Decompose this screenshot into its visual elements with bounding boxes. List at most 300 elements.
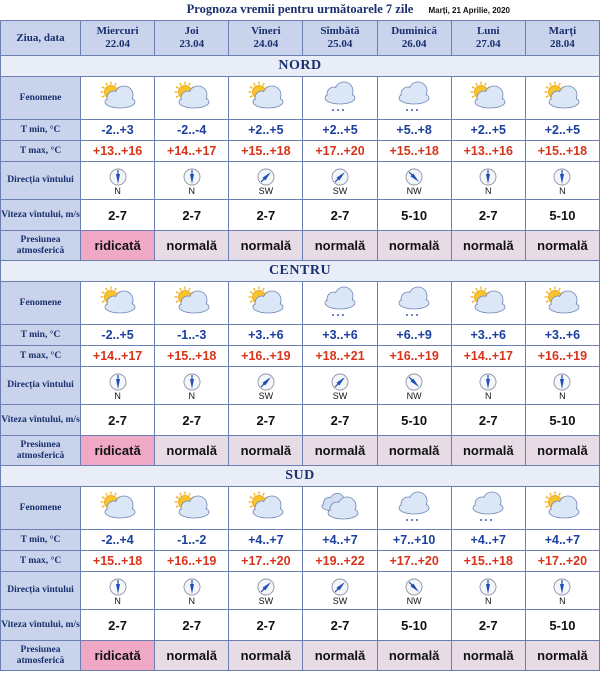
partly-cloudy-icon	[167, 490, 217, 526]
phenomena-label-cell	[1, 77, 81, 120]
day-name: Miercuri	[96, 25, 139, 37]
phenomena-cell	[81, 282, 155, 325]
tmin-value: +3..+6	[470, 328, 506, 342]
tmax-cell	[377, 551, 451, 572]
wind-direction-value: NW	[406, 390, 422, 401]
phenomena-cell	[81, 77, 155, 120]
wind-direction-value: NW	[406, 185, 422, 196]
tmax-cell	[229, 346, 303, 367]
phenomena-cell	[377, 487, 451, 530]
pressure-value: ridicată	[94, 238, 141, 253]
wind-direction-cell	[525, 367, 599, 405]
phenomena-label: Fenomene	[19, 502, 62, 513]
wind-speed-value: 5-10	[549, 412, 576, 428]
wind-direction-value: N	[559, 390, 566, 401]
day-header-row	[1, 21, 600, 56]
wind-compass-icon	[183, 373, 201, 391]
tmin-value: -2..-4	[177, 123, 207, 137]
wind-speed-cell	[377, 200, 451, 231]
tmin-value: +2..+5	[322, 123, 358, 137]
pressure-row	[1, 231, 600, 261]
phenomena-label-cell	[1, 282, 81, 325]
day-date: 24.04	[253, 38, 279, 50]
pressure-cell	[229, 231, 303, 261]
tmin-cell	[303, 120, 377, 141]
tmax-cell	[303, 141, 377, 162]
tmin-cell	[81, 325, 155, 346]
partly-cloudy-icon	[537, 490, 587, 526]
tmax-cell	[81, 141, 155, 162]
wind-speed-value: 2-7	[330, 207, 350, 223]
tmax-cell	[303, 346, 377, 367]
wind-speed-cell	[303, 610, 377, 641]
phenomena-cell	[303, 487, 377, 530]
wind-direction-value: SW	[258, 185, 274, 196]
wind-speed-row	[1, 200, 600, 231]
pressure-label-cell	[1, 231, 81, 261]
wind-direction-label-cell	[1, 162, 81, 200]
wind-direction-cell	[229, 367, 303, 405]
wind-direction-cell	[81, 572, 155, 610]
tmax-cell	[81, 551, 155, 572]
wind-direction-cell	[303, 367, 377, 405]
tmin-value: -2..+3	[101, 123, 134, 137]
pressure-cell	[525, 641, 599, 671]
wind-direction-cell	[451, 572, 525, 610]
phenomena-cell	[303, 282, 377, 325]
day-header-5	[451, 21, 525, 56]
phenomena-row	[1, 282, 600, 325]
tmin-value: +7..+10	[392, 533, 436, 547]
wind-direction-value: N	[114, 595, 121, 606]
phenomena-cell	[451, 77, 525, 120]
tmin-value: -2..+4	[101, 533, 134, 547]
day-header-1	[155, 21, 229, 56]
pressure-value: normală	[166, 443, 217, 458]
day-header-6	[525, 21, 599, 56]
tmin-cell	[229, 530, 303, 551]
pressure-value: normală	[537, 238, 588, 253]
pressure-value: normală	[462, 238, 514, 253]
wind-speed-cell	[229, 200, 303, 231]
tmin-value: +6..+9	[396, 328, 432, 342]
day-date: 25.04	[327, 38, 353, 50]
cloudy-light-snow-icon	[389, 285, 439, 321]
tmin-label: T min, °C	[20, 534, 61, 545]
tmin-cell	[155, 530, 229, 551]
tmin-cell	[229, 325, 303, 346]
tmin-cell	[451, 120, 525, 141]
wind-compass-icon	[257, 578, 275, 596]
tmax-cell	[229, 551, 303, 572]
tmax-value: +17..+20	[537, 554, 588, 568]
page-header	[0, 0, 600, 20]
partly-cloudy-icon	[167, 80, 217, 116]
tmin-row	[1, 325, 600, 346]
pressure-value: normală	[462, 443, 514, 458]
wind-speed-cell	[229, 405, 303, 436]
pressure-value: normală	[314, 443, 366, 458]
pressure-cell	[81, 641, 155, 671]
tmin-cell	[81, 530, 155, 551]
wind-speed-value: 2-7	[256, 412, 276, 428]
wind-direction-cell	[155, 572, 229, 610]
wind-direction-value: SW	[332, 595, 348, 606]
tmax-cell	[155, 551, 229, 572]
wind-direction-cell	[451, 367, 525, 405]
wind-speed-label-cell	[1, 405, 81, 436]
phenomena-cell	[229, 282, 303, 325]
tmax-cell	[451, 346, 525, 367]
phenomena-cell	[525, 77, 599, 120]
tmin-label: T min, °C	[20, 329, 61, 340]
wind-compass-icon	[109, 168, 127, 186]
wind-speed-value: 2-7	[478, 412, 498, 428]
phenomena-label: Fenomene	[19, 92, 62, 103]
pressure-cell	[525, 436, 599, 466]
pressure-value: normală	[166, 648, 217, 663]
partly-cloudy-icon	[241, 285, 291, 321]
tmax-value: +16..+19	[167, 554, 217, 568]
wind-compass-icon	[109, 373, 127, 391]
tmin-value: -1..-3	[177, 328, 207, 342]
issue-date: Marți, 21 Aprilie, 2020	[428, 6, 510, 15]
wind-speed-value: 2-7	[182, 412, 202, 428]
pressure-value: normală	[537, 648, 588, 663]
wind-speed-cell	[525, 610, 599, 641]
wind-direction-value: SW	[332, 390, 348, 401]
tmax-row	[1, 141, 600, 162]
wind-direction-value: SW	[332, 185, 348, 196]
tmin-value: +4..+7	[322, 533, 358, 547]
tmin-cell	[525, 325, 599, 346]
region-title: CENTRU	[268, 263, 332, 278]
tmax-cell	[525, 551, 599, 572]
wind-direction-cell	[303, 162, 377, 200]
pressure-value: normală	[240, 443, 292, 458]
wind-speed-value: 2-7	[108, 617, 127, 633]
pressure-cell	[155, 436, 229, 466]
tmin-cell	[81, 120, 155, 141]
wind-speed-value: 2-7	[478, 617, 498, 633]
tmax-value: +16..+19	[537, 349, 588, 363]
phenomena-label-cell	[1, 487, 81, 530]
wind-direction-value: N	[188, 185, 195, 196]
pressure-value: ridicată	[94, 443, 141, 458]
tmin-value: +2..+5	[470, 123, 506, 137]
tmin-cell	[377, 325, 451, 346]
pressure-value: normală	[462, 648, 514, 663]
region-header-row	[1, 466, 600, 487]
tmax-row	[1, 551, 600, 572]
pressure-value: normală	[537, 443, 588, 458]
wind-direction-row	[1, 162, 600, 200]
wind-direction-cell	[377, 367, 451, 405]
page-title: Prognoza vremii pentru următoarele 7 zile	[186, 2, 414, 16]
wind-speed-value: 2-7	[256, 207, 276, 223]
tmax-cell	[451, 141, 525, 162]
partly-cloudy-icon	[167, 285, 217, 321]
wind-direction-cell	[525, 572, 599, 610]
pressure-label: Presiunea atmosferică	[16, 439, 65, 461]
tmax-label: T max, °C	[19, 555, 62, 566]
tmax-cell	[451, 551, 525, 572]
phenomena-cell	[377, 77, 451, 120]
tmin-label-cell	[1, 325, 81, 346]
phenomena-row	[1, 487, 600, 530]
wind-speed-row	[1, 610, 600, 641]
wind-speed-cell	[451, 405, 525, 436]
tmin-label-cell	[1, 530, 81, 551]
wind-compass-icon	[479, 168, 497, 186]
wind-compass-icon	[553, 578, 571, 596]
wind-speed-value: 2-7	[478, 207, 498, 223]
wind-direction-cell	[525, 162, 599, 200]
wind-speed-value: 2-7	[330, 412, 350, 428]
partly-cloudy-icon	[241, 490, 291, 526]
day-name: Sîmbătă	[320, 25, 360, 37]
wind-direction-cell	[451, 162, 525, 200]
region-title: NORD	[278, 58, 322, 73]
wind-direction-value: SW	[258, 390, 274, 401]
cloudy-light-snow-icon	[389, 490, 439, 526]
tmin-value: -1..-2	[177, 533, 207, 547]
tmax-value: +15..+18	[92, 554, 143, 568]
tmax-cell	[229, 141, 303, 162]
pressure-value: normală	[314, 238, 366, 253]
wind-speed-value: 5-10	[401, 412, 428, 428]
pressure-value: normală	[240, 648, 292, 663]
pressure-label-cell	[1, 641, 81, 671]
wind-speed-cell	[377, 610, 451, 641]
wind-direction-row	[1, 572, 600, 610]
tmin-cell	[451, 325, 525, 346]
tmax-value: +15..+18	[241, 144, 291, 158]
tmax-value: +15..+18	[389, 144, 439, 158]
tmin-cell	[525, 120, 599, 141]
pressure-cell	[451, 641, 525, 671]
wind-compass-icon	[553, 373, 571, 391]
phenomena-cell	[155, 282, 229, 325]
pressure-row	[1, 641, 600, 671]
day-name: Duminică	[391, 25, 438, 37]
wind-direction-label: Direcția vîntului	[7, 585, 74, 595]
wind-speed-cell	[451, 610, 525, 641]
wind-direction-cell	[229, 572, 303, 610]
tmax-value: +14..+17	[92, 349, 143, 363]
cloudy-light-snow-icon	[463, 490, 513, 526]
pressure-label: Presiunea atmosferică	[16, 644, 65, 666]
tmin-cell	[155, 120, 229, 141]
pressure-cell	[451, 436, 525, 466]
wind-direction-value: N	[559, 595, 566, 606]
tmin-row	[1, 120, 600, 141]
pressure-cell	[303, 436, 377, 466]
tmax-value: +13..+16	[92, 144, 143, 158]
wind-compass-icon	[183, 168, 201, 186]
wind-direction-label: Direcția vîntului	[7, 380, 74, 390]
wind-speed-cell	[303, 405, 377, 436]
wind-compass-icon	[479, 373, 497, 391]
wind-compass-icon	[109, 578, 127, 596]
wind-direction-cell	[377, 572, 451, 610]
day-header-3	[303, 21, 377, 56]
wind-speed-value: 2-7	[108, 207, 127, 223]
pressure-value: ridicată	[94, 648, 141, 663]
wind-compass-icon	[183, 578, 201, 596]
day-date: 26.04	[401, 38, 427, 50]
cloudy-light-snow-icon	[315, 80, 365, 116]
partly-cloudy-icon	[93, 80, 143, 116]
tmax-row	[1, 346, 600, 367]
tmax-cell	[525, 141, 599, 162]
day-label-cell	[1, 21, 81, 56]
wind-compass-icon	[479, 578, 497, 596]
wind-direction-cell	[81, 367, 155, 405]
partly-cloudy-icon	[463, 285, 513, 321]
wind-speed-value: 5-10	[401, 617, 428, 633]
pressure-cell	[303, 231, 377, 261]
tmin-value: +5..+8	[396, 123, 432, 137]
tmin-cell	[525, 530, 599, 551]
wind-compass-icon	[405, 373, 423, 391]
wind-compass-icon	[331, 373, 349, 391]
region-title-cell	[1, 261, 600, 282]
wind-compass-icon	[257, 168, 275, 186]
pressure-cell	[229, 436, 303, 466]
pressure-cell	[229, 641, 303, 671]
phenomena-cell	[525, 282, 599, 325]
tmax-cell	[525, 346, 599, 367]
day-date: 27.04	[475, 38, 501, 50]
wind-speed-value: 2-7	[108, 412, 127, 428]
tmin-value: +3..+6	[322, 328, 358, 342]
wind-speed-cell	[155, 405, 229, 436]
phenomena-cell	[525, 487, 599, 530]
wind-speed-cell	[81, 610, 155, 641]
phenomena-cell	[155, 487, 229, 530]
wind-compass-icon	[405, 168, 423, 186]
wind-direction-cell	[229, 162, 303, 200]
tmax-label: T max, °C	[19, 145, 62, 156]
partly-cloudy-icon	[537, 285, 587, 321]
wind-direction-value: N	[114, 185, 121, 196]
wind-speed-value: 5-10	[549, 207, 576, 223]
region-title-cell	[1, 56, 600, 77]
cloudy-light-snow-icon	[315, 285, 365, 321]
pressure-cell	[377, 641, 451, 671]
pressure-value: normală	[388, 443, 440, 458]
day-name: Marți	[548, 25, 577, 37]
tmin-cell	[229, 120, 303, 141]
wind-direction-cell	[303, 572, 377, 610]
tmin-value: -2..+5	[101, 328, 134, 342]
tmin-cell	[377, 530, 451, 551]
tmax-cell	[377, 346, 451, 367]
phenomena-cell	[155, 77, 229, 120]
partly-cloudy-icon	[241, 80, 291, 116]
partly-cloudy-icon	[537, 80, 587, 116]
day-header-0	[81, 21, 155, 56]
day-date: 23.04	[179, 38, 205, 50]
tmax-value: +16..+19	[241, 349, 291, 363]
phenomena-row	[1, 77, 600, 120]
wind-direction-value: N	[188, 595, 195, 606]
tmax-cell	[303, 551, 377, 572]
tmax-label-cell	[1, 346, 81, 367]
pressure-value: normală	[388, 238, 440, 253]
day-date: 22.04	[105, 38, 130, 50]
tmin-cell	[377, 120, 451, 141]
wind-speed-cell	[451, 200, 525, 231]
day-date: 28.04	[550, 38, 575, 50]
wind-speed-value: 2-7	[182, 207, 202, 223]
pressure-label: Presiunea atmosferică	[16, 234, 65, 256]
tmax-value: +16..+19	[389, 349, 439, 363]
wind-direction-cell	[155, 162, 229, 200]
pressure-value: normală	[314, 648, 366, 663]
phenomena-cell	[377, 282, 451, 325]
tmax-value: +17..+20	[315, 144, 365, 158]
pressure-cell	[377, 231, 451, 261]
pressure-cell	[81, 231, 155, 261]
region-header-row	[1, 56, 600, 77]
wind-speed-row	[1, 405, 600, 436]
wind-speed-cell	[377, 405, 451, 436]
wind-speed-value: 2-7	[330, 617, 350, 633]
wind-compass-icon	[331, 578, 349, 596]
forecast-table	[0, 20, 600, 671]
wind-speed-label: Viteza vîntului, m/s	[1, 209, 80, 220]
tmax-cell	[155, 346, 229, 367]
wind-speed-value: 5-10	[401, 207, 428, 223]
tmin-label: T min, °C	[20, 124, 61, 135]
wind-speed-label-cell	[1, 610, 81, 641]
region-title-cell	[1, 466, 600, 487]
phenomena-label: Fenomene	[19, 297, 62, 308]
phenomena-cell	[229, 77, 303, 120]
wind-speed-value: 2-7	[182, 617, 202, 633]
wind-direction-value: N	[559, 185, 566, 196]
tmax-value: +19..+22	[315, 554, 365, 568]
pressure-cell	[155, 641, 229, 671]
tmax-value: +17..+20	[241, 554, 291, 568]
tmax-label-cell	[1, 551, 81, 572]
tmin-value: +3..+6	[544, 328, 581, 342]
phenomena-cell	[451, 282, 525, 325]
wind-speed-value: 5-10	[549, 617, 576, 633]
tmin-cell	[451, 530, 525, 551]
wind-direction-label-cell	[1, 367, 81, 405]
tmax-value: +15..+18	[167, 349, 217, 363]
region-title: SUD	[285, 468, 315, 483]
tmax-value: +14..+17	[463, 349, 513, 363]
tmax-cell	[377, 141, 451, 162]
wind-speed-cell	[155, 610, 229, 641]
tmax-value: +13..+16	[463, 144, 513, 158]
tmax-label: T max, °C	[19, 350, 62, 361]
pressure-cell	[303, 641, 377, 671]
pressure-cell	[81, 436, 155, 466]
tmax-value: +15..+18	[537, 144, 588, 158]
partly-cloudy-icon	[93, 490, 143, 526]
wind-direction-row	[1, 367, 600, 405]
wind-speed-cell	[81, 405, 155, 436]
partly-cloudy-icon	[463, 80, 513, 116]
wind-speed-cell	[81, 200, 155, 231]
wind-speed-label-cell	[1, 200, 81, 231]
pressure-cell	[451, 231, 525, 261]
